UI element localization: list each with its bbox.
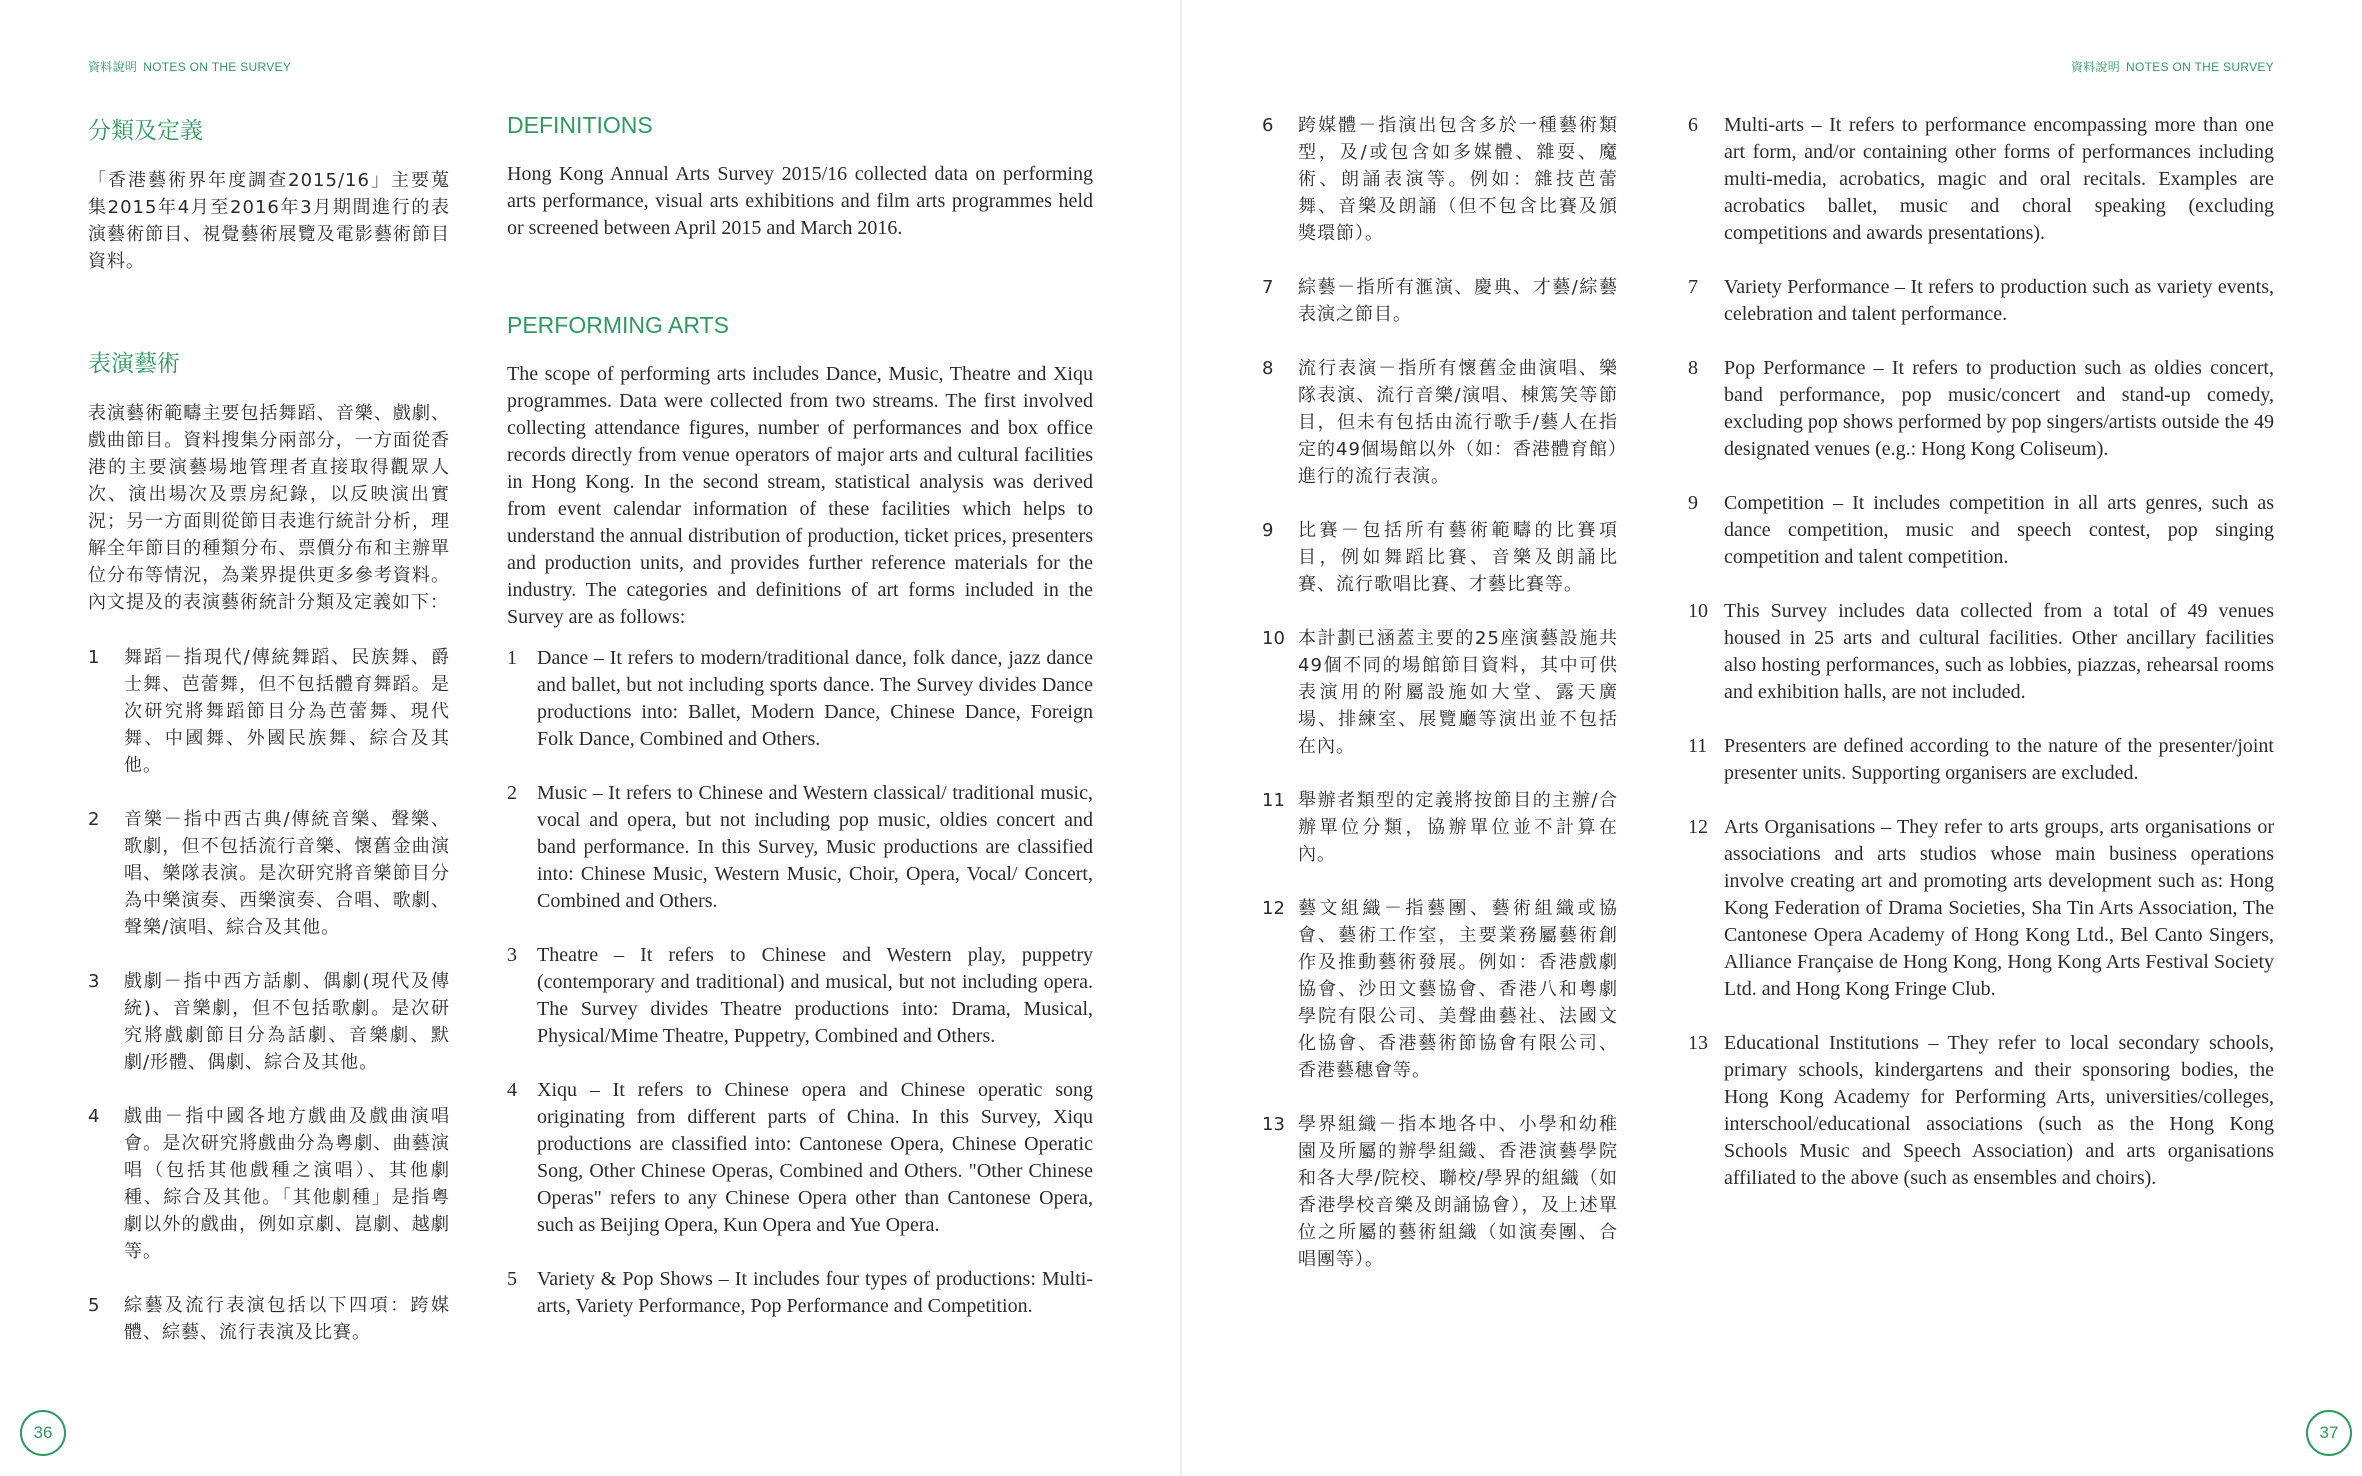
en-definition-item: 8 Pop Performance – It refers to production such as oldies concert, band performance, pop music/concert and stand-up comedy, excluding pop shows performed by pop singers/artists outside the 49 designated venues (e.g.: Hong Kong Coliseum).	[1688, 357, 2274, 460]
en-definition-item: 5 Variety & Pop Shows – It includes four types of productions: Multi-arts, Variety Performance, Pop Performance and Competition.	[507, 1268, 1093, 1317]
en-definitions-heading: DEFINITIONS	[507, 112, 653, 138]
zh-definition-item: 11 舉辦者類型的定義將按節目的主辦/合辦單位分類，協辦單位並不計算在內。	[1262, 790, 1618, 865]
zh-definition-item: 6 跨媒體－指演出包含多於一種藝術類型，及/或包含如多媒體、雜耍、魔術、朗誦表演等。例如：雜技芭蕾舞、音樂及朗誦（但不包含比賽及頒獎環節）。	[1262, 115, 1618, 244]
running-header	[88, 58, 291, 75]
en-definition-item: 7 Variety Performance – It refers to production such as variety events, celebration and talent performance.	[1688, 276, 2274, 325]
zh-definition-item: 5 綜藝及流行表演包括以下四項：跨媒體、綜藝、流行表演及比賽。	[88, 1295, 450, 1343]
en-definition-item: 6 Multi-arts – It refers to performance encompassing more than one art form, and/or containing other forms of performances including multi-media, acrobatics, magic and oral recitals. Examples are acrobatics ballet, music and choral speaking (excluding competitions and awards presentations).	[1688, 114, 2274, 244]
zh-scope-paragraph: 表演藝術範疇主要包括舞蹈、音樂、戲劇、戲曲節目。資料搜集分兩部分，一方面從香港的主要演藝場地管理者直接取得觀眾人次、演出場次及票房紀錄，以反映演出實況；另一方面則從節目表進行統計分析，理解全年節目的種類分布、票價分布和主辦單位分布等情況，為業界提供更多參考資料。內文提及的表演藝術統計分類及定義如下：	[88, 403, 450, 613]
zh-definition-item: 10 本計劃已涵蓋主要的25座演藝設施共49個不同的場館節目資料，其中可供表演用的附屬設施如大堂、露天廣場、排練室、展覽廳等演出並不包括在內。	[1262, 628, 1618, 757]
en-definition-item: 2 Music – It refers to Chinese and Western classical/ traditional music, vocal and opera, but not including pop music, oldies concert and band performance. In this Survey, Music productions are classified into: Chinese Music, Western Music, Choir, Opera, Vocal/ Concert, Combined and Others.	[507, 782, 1093, 912]
english-column	[1688, 112, 2274, 1219]
running-header-en: NOTES ON THE SURVEY	[143, 60, 292, 74]
zh-intro-paragraph: 「香港藝術界年度調查2015/16」主要蒐集2015年4月至2016年3月期間進行的表演藝術節目、視覺藝術展覽及電影藝術節目資料。	[88, 170, 450, 272]
zh-definitions-heading: 分類及定義	[88, 118, 203, 144]
page-number: 36	[20, 1410, 66, 1456]
zh-definition-item: 7 綜藝－指所有滙演、慶典、才藝/綜藝表演之節目。	[1262, 277, 1618, 325]
en-definition-item: 11 Presenters are defined according to the nature of the presenter/joint presenter units. Supporting organisers are excluded.	[1688, 735, 2274, 784]
running-header-en: NOTES ON THE SURVEY	[2126, 60, 2274, 74]
running-header-zh: 資料說明	[88, 60, 138, 74]
zh-definition-item: 12 藝文組織－指藝團、藝術組織或協會、藝術工作室，主要業務屬藝術創作及推動藝術發展。例如：香港戲劇協會、沙田文藝協會、香港八和粵劇學院有限公司、美聲曲藝社、法國文化協會、香港藝術節協會有限公司、香港藝穗會等。	[1262, 898, 1618, 1081]
left-page	[0, 0, 1180, 1476]
zh-definition-item: 9 比賽－包括所有藝術範疇的比賽項目，例如舞蹈比賽、音樂及朗誦比賽、流行歌唱比賽、才藝比賽等。	[1262, 520, 1618, 595]
en-definition-item: 4 Xiqu – It refers to Chinese opera and Chinese operatic song originating from different parts of China. In this Survey, Xiqu productions are classified into: Cantonese Opera, Chinese Operatic Song, Other Chinese Operas, Combined and Others. "Other Chinese Operas" refers to any Chinese Opera other than Cantonese Opera, such as Beijing Opera, Kun Opera and Yue Opera.	[507, 1079, 1093, 1236]
right-page	[1182, 0, 2362, 1476]
zh-definition-item: 8 流行表演－指所有懷舊金曲演唱、樂隊表演、流行音樂/演唱、棟篤笑等節目，但未有包括由流行歌手/藝人在指定的49個場館以外（如：香港體育館）進行的流行表演。	[1262, 358, 1618, 487]
en-performing-arts-heading: PERFORMING ARTS	[507, 312, 729, 338]
en-scope-paragraph: The scope of performing arts includes Dance, Music, Theatre and Xiqu programmes. Data were collected from two streams. The first involved collecting attendance figures, number of performances and box office records directly from venue operators of major arts and cultural facilities in Hong Kong. In the second stream, statistical analysis was derived from event calendar information of these facilities which helps to understand the annual distribution of production, ticket prices, presenters and production units, and provides further reference materials for the industry. The categories and definitions of art forms included in the Survey are as follows:	[507, 363, 1093, 628]
running-header	[2071, 58, 2274, 75]
en-definition-item: 12 Arts Organisations – They refer to arts groups, arts organisations or associations and arts studios whose main business operations involve creating art and promoting arts development such as: Hong Kong Federation of Drama Societies, Sha Tin Arts Association, The Cantonese Opera Academy of Hong Kong Ltd., Bel Canto Singers, Alliance Française de Hong Kong, Hong Kong Arts Festival Society Ltd. and Hong Kong Fringe Club.	[1688, 816, 2274, 1000]
chinese-column	[1262, 112, 1618, 1300]
zh-definition-item: 2 音樂－指中西古典/傳統音樂、聲樂、歌劇，但不包括流行音樂、懷舊金曲演唱、樂隊表演。是次研究將音樂節目分為中樂演奏、西樂演奏、合唱、歌劇、聲樂/演唱、綜合及其他。	[88, 809, 450, 938]
zh-definition-item: 1 舞蹈－指現代/傳統舞蹈、民族舞、爵士舞、芭蕾舞，但不包括體育舞蹈。是次研究將舞蹈節目分為芭蕾舞、現代舞、中國舞、外國民族舞、綜合及其他。	[88, 647, 450, 776]
chinese-column	[88, 112, 450, 1373]
english-column	[507, 112, 1093, 1347]
page-number: 37	[2306, 1410, 2352, 1456]
running-header-zh: 資料說明	[2070, 60, 2121, 74]
zh-performing-arts-heading: 表演藝術	[88, 351, 180, 377]
en-definition-item: 13 Educational Institutions – They refer to local secondary schools, primary schools, kindergartens and their sponsoring bodies, the Hong Kong Academy for Performing Arts, universities/colleges, interschool/educational associations (such as the Hong Kong Schools Music and Speech Association) and arts organisations affiliated to the above (such as ensembles and choirs).	[1688, 1032, 2274, 1189]
zh-definition-item: 4 戲曲－指中國各地方戲曲及戲曲演唱會。是次研究將戲曲分為粵劇、曲藝演唱（包括其他戲種之演唱）、其他劇種、綜合及其他。「其他劇種」是指粵劇以外的戲曲，例如京劇、崑劇、越劇等。	[88, 1106, 450, 1262]
en-intro-paragraph: Hong Kong Annual Arts Survey 2015/16 collected data on performing arts performance, visual arts exhibitions and film arts programmes held or screened between April 2015 and March 2016.	[507, 163, 1093, 239]
en-definition-item: 1 Dance – It refers to modern/traditional dance, folk dance, jazz dance and ballet, but not including sports dance. The Survey divides Dance productions into: Ballet, Modern Dance, Chinese Dance, Foreign Folk Dance, Combined and Others.	[507, 647, 1093, 750]
zh-definition-item: 13 學界組織－指本地各中、小學和幼稚園及所屬的辦學組織、香港演藝學院和各大學/院校、聯校/學界的組織（如香港學校音樂及朗誦協會），及上述單位之所屬的藝術組織（如演奏團、合唱團等）。	[1262, 1114, 1618, 1270]
en-definition-item: 9 Competition – It includes competition in all arts genres, such as dance competition, music and speech contest, pop singing competition and talent competition.	[1688, 492, 2274, 568]
en-definition-item: 3 Theatre – It refers to Chinese and Western play, puppetry (contemporary and traditional) and musical, but not including opera. The Survey divides Theatre productions into: Drama, Musical, Physical/Mime Theatre, Puppetry, Combined and Others.	[507, 944, 1093, 1047]
en-definition-item: 10 This Survey includes data collected from a total of 49 venues housed in 25 arts and cultural facilities. Other ancillary facilities also hosting performances, such as lobbies, piazzas, rehearsal rooms and exhibition halls, are not included.	[1688, 600, 2274, 703]
zh-definition-item: 3 戲劇－指中西方話劇、偶劇(現代及傳統)、音樂劇，但不包括歌劇。是次研究將戲劇節目分為話劇、音樂劇、默劇/形體、偶劇、綜合及其他。	[88, 971, 450, 1073]
